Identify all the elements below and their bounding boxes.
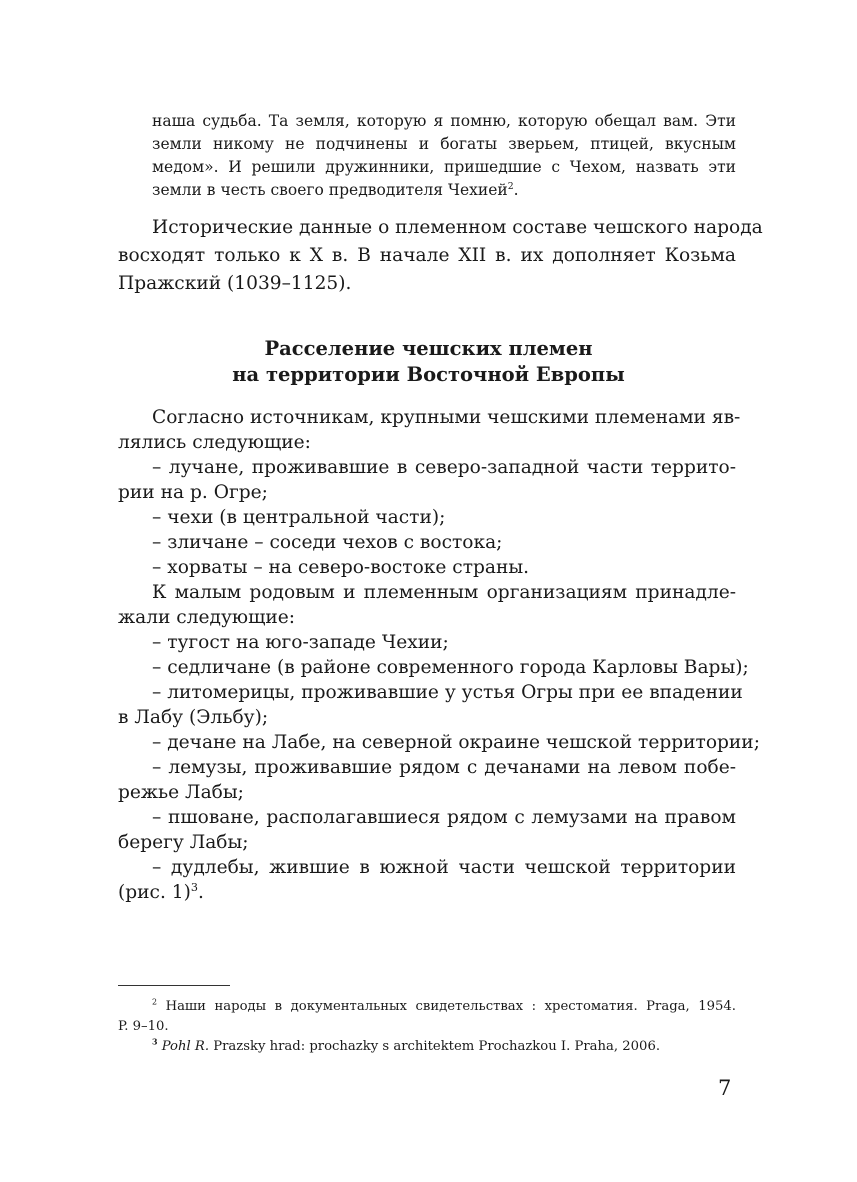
page-number: 7 (718, 1076, 732, 1100)
quote-line-last: земли в честь своего предводителя Чехией$^2$. (152, 180, 519, 199)
body-line: режье Лабы; (118, 782, 244, 803)
footnote-2-text: Наши народы в документальных свидетельствах : хрестоматия. Praga, 1954. (165, 999, 736, 1014)
quote-line: земли никому не подчинены и богаты зверьем, птицей, вкусным (152, 135, 736, 153)
body-line-last: (рис. 1)$^3$. (118, 880, 204, 903)
intro-line: восходят только к X в. В начале XII в. их дополняет Козьма (118, 245, 736, 266)
body-line: – лемузы, проживавшие рядом с дечанами на левом побе- (152, 757, 736, 778)
body-line: Согласно источникам, крупными чешскими племенами яв- (152, 407, 741, 428)
footnote-3-text: Prazsky hrad: prochazky s architektem Prochazkou I. Praha, 2006. (213, 1039, 661, 1054)
body-line: – тугост на юго-западе Чехии; (152, 632, 449, 653)
footnote-ref-2: 2 (507, 180, 514, 192)
quote-text: земли в честь своего предводителя Чехией (152, 181, 508, 199)
body-line: берегу Лабы; (118, 832, 249, 853)
body-line: в Лабу (Эльбу); (118, 707, 269, 728)
heading-line-2: на территории Восточной Европы (232, 363, 625, 386)
intro-line: Пражский (1039–1125). (118, 273, 352, 294)
footnote-2-number: 2 (152, 997, 158, 1007)
body-line: – дудлебы, жившие в южной части чешской территории (152, 857, 736, 878)
intro-line: Исторические данные о племенном составе чешского народа (152, 217, 763, 238)
quote-line: наша судьба. Та земля, которую я помню, которую обещал вам. Эти (152, 112, 736, 130)
footnote-3-author: Pohl R. (161, 1039, 210, 1054)
body-line: – чехи (в центральной части); (152, 507, 446, 528)
body-line: – дечане на Лабе, на северной окраине чешской территории; (152, 732, 760, 753)
body-line: – литомерицы, проживавшие у устья Огры при ее впадении (152, 682, 743, 703)
body-line: жали следующие: (118, 607, 296, 628)
quote-line: медом». И решили дружинники, пришедшие с Чехом, назвать эти (152, 158, 736, 176)
body-line: лялись следующие: (118, 432, 311, 453)
heading-line-1: Расселение чешских племен (264, 337, 593, 360)
body-line: – пшоване, располагавшиеся рядом с лемузами на правом (152, 807, 736, 828)
footnote-3-number: 3 (152, 1037, 158, 1047)
body-text-fragment: (рис. 1) (118, 882, 191, 903)
body-line: – зличане – соседи чехов с востока; (152, 532, 503, 553)
body-line: – седличане (в районе современного города Карловы Вары); (152, 657, 749, 678)
footnote-ref-3: 3 (190, 880, 198, 894)
footnote-3-line (152, 1037, 660, 1057)
body-line: – лучане, проживавшие в северо-западной части террито- (152, 457, 736, 478)
body-line: К малым родовым и племенным организациям принадле- (152, 582, 736, 603)
body-line: – хорваты – на северо-востоке страны. (152, 557, 530, 578)
body-line: рии на р. Огре; (118, 482, 268, 503)
footnote-2-line (152, 997, 736, 1017)
footnote-2-continuation: P. 9–10. (118, 1019, 169, 1034)
footnote-divider (118, 985, 230, 986)
